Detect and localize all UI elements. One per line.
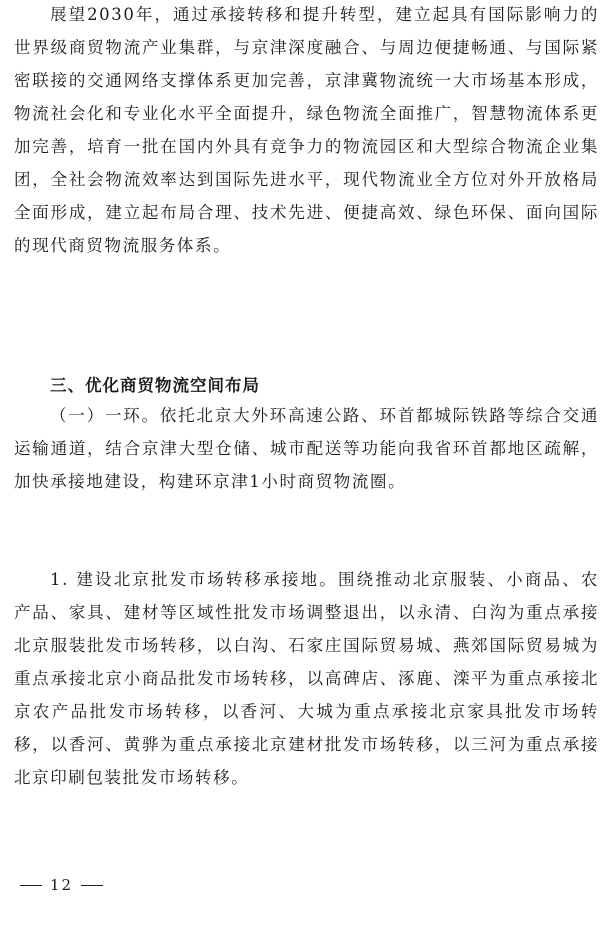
paragraph-one-ring: （一）一环。依托北京大外环高速公路、环首都城际铁路等综合交通运输通道，结合京津大型仓储、城市配送等功能向我省环首都地区疏解，加快承接地建设，构建环京津1小时商贸物流圈。 (14, 406, 599, 491)
paragraph-outlook-2030: 展望2030年，通过承接转移和提升转型，建立起具有国际影响力的世界级商贸物流产业集群，与京津深度融合、与周边便捷畅通、与国际紧密联接的交通网络支撑体系更加完善，京津冀物流统一大市场基本形成，物流社会化和专业化水平全面提升，绿色物流全面推广，智慧物流体系更加完善，培育一批在国内外具有竞争力的物流园区和大型综合物流企业集团，全社会物流效率达到国际先进水平，现代物流业全方位对外开放格局全面形成，建立起布局合理、技术先进、便捷高效、绿色环保、面向国际的现代商贸物流服务体系。 (14, 5, 599, 255)
page-number (20, 876, 103, 894)
page-number-dash-left (20, 885, 42, 886)
page-number-value: 12 (50, 876, 74, 894)
paragraph-wholesale-transfer: 1. 建设北京批发市场转移承接地。围绕推动北京服装、小商品、农产品、家具、建材等区域性批发市场调整退出，以永清、白沟为重点承接北京服装批发市场转移，以白沟、石家庄国际贸易城、燕郊国际贸易城为重点承接北京小商品批发市场转移，以高碑店、涿鹿、滦平为重点承接北京农产品批发市场转移，以香河、大城为重点承接北京家具批发市场转移，以香河、黄骅为重点承接北京建材批发市场转移，以三河为重点承接北京印刷包装批发市场转移。 (14, 570, 599, 787)
section-heading: 三、优化商贸物流空间布局 (50, 376, 260, 395)
page-number-dash-right (81, 885, 103, 886)
